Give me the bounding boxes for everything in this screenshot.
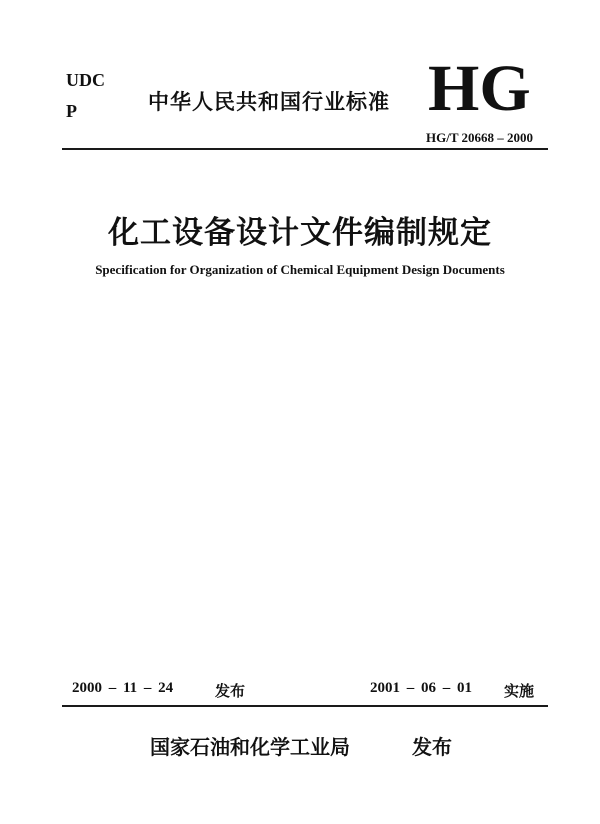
footer-divider <box>62 705 548 707</box>
effective-date: 2001 – 06 – 01 <box>370 680 472 696</box>
udc-label: UDC <box>66 70 105 90</box>
document-title-chinese: 化工设备设计文件编制规定 <box>108 215 492 251</box>
publish-date: 2000 – 11 – 24 <box>72 680 174 696</box>
hg-logo: HG <box>428 52 531 125</box>
issue-label: 发布 <box>412 735 452 759</box>
header-divider <box>62 148 548 150</box>
standard-number: HG/T 20668 – 2000 <box>426 130 534 145</box>
issuing-authority: 国家石油和化学工业局 <box>150 735 350 759</box>
classification-code: P <box>66 101 77 121</box>
publish-label: 发布 <box>215 682 246 700</box>
effective-label: 实施 <box>504 682 535 700</box>
document-title-english: Specification for Organization of Chemical Equipment Design Documents <box>95 262 505 277</box>
standard-type: 中华人民共和国行业标准 <box>148 90 390 114</box>
